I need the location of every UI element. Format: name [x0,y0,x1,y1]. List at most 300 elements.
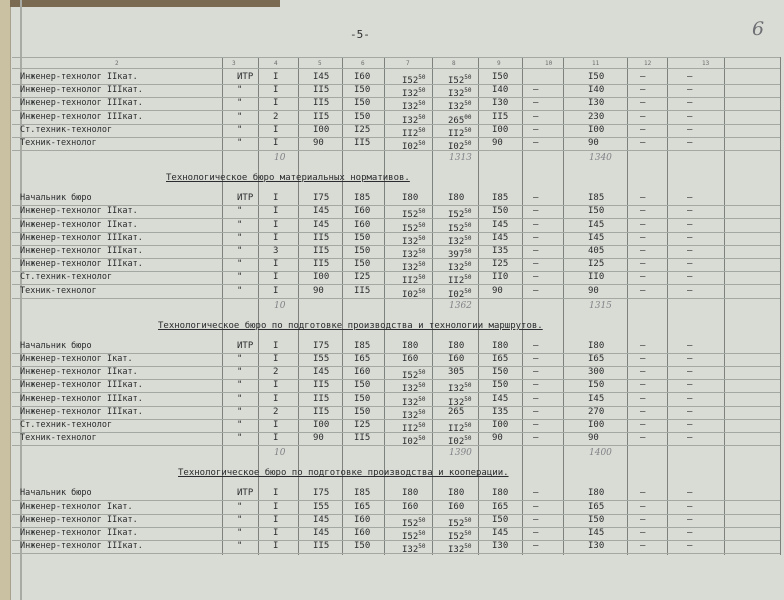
section-title: Технологическое бюро материальных нормативов. [166,173,410,184]
table-cell: – [687,340,693,351]
table-cell: $I32^{50}$ [448,543,472,556]
kopecks: 50 [418,395,426,403]
table-cell: I50 [354,85,371,96]
table-cell: 90 [492,138,503,148]
table-cell: I25 [354,124,371,135]
section-title: Технологическое бюро по подготовке производства и кооперации. [178,468,509,479]
kopecks: 50 [418,100,426,108]
table-cell: – [533,501,539,512]
table-cell: $I52^{50}$ [402,530,426,542]
table-cell: – [640,85,646,96]
kopecks: 50 [418,435,426,443]
table-cell: " [237,98,243,109]
table-cell: I30 [588,541,605,552]
table-cell: $I32^{50}$ [402,113,426,126]
table-cell: $II2^{50}$ [448,126,472,139]
kopecks: 50 [464,234,472,242]
table-cell: I [273,541,279,552]
table-cell: I45 [588,219,605,230]
kopecks: 50 [464,221,472,229]
table-cell: " [237,85,243,96]
table-cell: 2 [273,406,279,417]
staff-position: Техник-технолог [20,285,97,296]
table-cell: 270 [588,406,605,417]
table-cell: $I02^{50}$ [448,140,472,152]
handwritten-page-number: 6 [752,18,765,40]
table-cell: II5 [313,98,330,109]
column-number: 7 [406,60,410,67]
table-cell: $II2^{50}$ [448,274,472,287]
table-cell: – [687,541,693,552]
table-cell: – [533,380,539,391]
table-cell: 3 [273,246,279,256]
kopecks: 50 [464,274,472,282]
table-cell: I60 [448,501,465,512]
table-cell: – [687,124,693,135]
table-cell: – [640,541,646,552]
table-cell: – [640,501,646,512]
table-cell: $II2^{50}$ [402,274,426,287]
table-cell: – [533,406,539,417]
row-rule [12,271,780,272]
handwritten-total: 10 [274,448,286,459]
table-cell: " [237,206,243,217]
table-cell: " [237,541,243,552]
column-rule [258,57,259,555]
table-cell: – [687,206,693,217]
column-rule [563,57,564,555]
table-cell: $I32^{50}$ [402,543,426,556]
table-cell: – [533,219,539,230]
table-cell: I [273,354,279,364]
table-cell: $I32^{50}$ [448,395,472,408]
table-cell: I80 [402,488,419,499]
table-cell: – [640,272,646,283]
table-cell: – [640,138,646,148]
table-cell: I80 [492,340,509,351]
table-cell: I25 [354,272,371,283]
table-cell: 305 [448,367,465,378]
kopecks: 50 [464,248,472,255]
table-cell: ИТР [237,72,254,82]
table-cell: $I52^{50}$ [402,74,426,86]
column-number: 6 [361,60,365,67]
handwritten-total: 10 [274,153,286,164]
table-cell: I60 [354,219,371,230]
column-number: 10 [545,60,553,67]
table-cell: I45 [313,528,330,538]
staff-position: Инженер-технолог IIIкат. [20,380,143,391]
header-rule [12,57,780,58]
table-cell: – [687,354,693,364]
table-cell: – [640,111,646,122]
table-cell: I45 [492,219,509,230]
kopecks: 50 [464,140,472,147]
table-cell: I45 [492,232,509,243]
table-cell: I [273,488,279,499]
table-cell: I45 [492,393,509,404]
table-cell: " [237,124,243,135]
table-cell: – [687,501,693,512]
table-cell: " [237,138,243,148]
row-rule [12,137,780,138]
table-cell: I40 [492,85,509,96]
table-cell: I65 [588,501,605,512]
table-cell: – [533,138,539,148]
table-cell: – [533,272,539,283]
table-cell: " [237,433,243,444]
table-cell: " [237,528,243,538]
table-cell: I60 [354,528,371,538]
table-cell: – [533,340,539,351]
table-cell: $I32^{50}$ [448,234,472,247]
table-cell: I50 [354,259,371,270]
kopecks: 50 [418,543,426,551]
table-cell: – [687,433,693,444]
staff-position: Инженер-технолог IIкат. [20,528,138,538]
table-cell: 300 [588,367,605,378]
table-cell: ИТР [237,193,254,204]
column-number: 2 [115,60,119,67]
table-cell: I [273,259,279,270]
table-cell: – [687,528,693,538]
table-cell: I75 [313,193,330,204]
table-cell: 90 [492,285,503,296]
table-cell: $I52^{50}$ [402,221,426,234]
table-cell: – [687,98,693,109]
table-cell: I30 [492,98,509,109]
table-cell: II0 [588,272,605,283]
kopecks: 50 [464,261,472,269]
table-cell: $I02^{50}$ [448,435,472,448]
staff-position: Инженер-технолог IIIкат. [20,85,143,96]
table-cell: I [273,340,279,351]
table-cell: $I02^{50}$ [448,287,472,300]
table-cell: I [273,272,279,283]
staff-position: Инженер-технолог IIкат. [20,514,138,525]
table-cell: $I52^{50}$ [448,208,472,221]
staff-position: Инженер-технолог IIIкат. [20,98,143,109]
table-cell: II0 [492,272,509,283]
handwritten-total: 1340 [589,153,612,164]
table-cell: $I02^{50}$ [402,435,426,448]
row-rule [12,445,780,446]
table-cell: – [533,111,539,122]
column-number: 9 [497,60,501,67]
kopecks: 50 [418,422,426,429]
kopecks: 50 [418,274,426,282]
table-cell: I80 [402,340,419,351]
table-cell: II5 [313,406,330,417]
column-rule [298,57,299,555]
table-cell: 2 [273,367,279,378]
table-cell: " [237,354,243,364]
table-cell: II5 [354,433,371,444]
table-cell: I75 [313,488,330,499]
column-rule [522,57,523,555]
table-cell: I [273,193,279,204]
table-cell: I60 [448,354,465,364]
table-cell: " [237,393,243,404]
table-cell: – [687,193,693,204]
table-cell: II5 [354,285,371,296]
table-cell: – [533,393,539,404]
table-cell: " [237,285,243,296]
staff-position: Инженер-технолог IIкат. [20,219,138,230]
table-cell: – [687,259,693,270]
table-cell: $I32^{50}$ [448,261,472,274]
table-cell: – [533,193,539,204]
table-cell: 405 [588,246,605,256]
staff-position: Техник-технолог [20,138,97,148]
table-cell: I [273,501,279,512]
kopecks: 50 [464,382,472,390]
kopecks: 50 [464,395,472,403]
table-cell: – [640,420,646,430]
table-cell: – [687,514,693,525]
header-rule [12,68,780,69]
table-cell: – [533,528,539,538]
column-rule [724,57,725,555]
table-cell: 265 [448,406,465,417]
table-cell: – [640,246,646,256]
table-cell: I [273,219,279,230]
kopecks: 50 [418,261,426,269]
staff-position: Ст.техник-технолог [20,124,113,135]
table-cell: – [687,285,693,296]
kopecks: 50 [418,530,426,537]
table-cell: " [237,232,243,243]
table-cell: " [237,272,243,283]
table-cell: I50 [354,246,371,256]
kopecks: 50 [464,435,472,443]
table-cell: – [533,85,539,96]
table-cell: I50 [354,380,371,391]
column-rule [342,57,343,555]
staff-position: Инженер-технолог IIкат. [20,72,138,82]
table-cell: 90 [313,433,324,444]
row-rule [12,553,780,554]
table-cell: I85 [492,193,509,204]
table-cell: $II2^{50}$ [448,422,472,434]
table-cell: I00 [313,272,330,283]
table-cell: $I02^{50}$ [402,287,426,300]
table-cell: I [273,206,279,217]
table-cell: 90 [313,285,324,296]
table-cell: I80 [448,488,465,499]
table-cell: – [533,232,539,243]
table-cell: – [533,514,539,525]
table-cell: I45 [313,514,330,525]
table-cell: 230 [588,111,605,122]
column-number: 3 [232,60,236,67]
table-cell: – [533,367,539,378]
table-cell: " [237,406,243,417]
table-cell: I85 [354,340,371,351]
staff-position: Инженер-технолог IIIкат. [20,259,143,270]
table-cell: $I52^{50}$ [448,516,472,529]
table-cell: I45 [313,219,330,230]
staff-position: Ст.техник-технолог [20,420,113,430]
table-cell: $I32^{50}$ [402,100,426,113]
kopecks: 50 [418,221,426,229]
table-cell: – [533,354,539,364]
table-cell: I50 [588,514,605,525]
column-number: 12 [644,60,652,67]
table-cell: – [687,246,693,256]
staff-position: Инженер-технолог IIкат. [20,367,138,378]
kopecks: 50 [464,422,472,429]
table-cell: I55 [313,501,330,512]
table-cell: I [273,433,279,444]
table-cell: – [533,285,539,296]
table-cell: I00 [588,124,605,135]
table-cell: I [273,85,279,96]
table-cell: I85 [588,193,605,204]
column-number: 11 [592,60,600,67]
table-cell: I00 [492,124,509,135]
column-rule [432,57,433,555]
column-number: 4 [274,60,278,67]
table-cell: – [640,367,646,378]
table-cell: " [237,259,243,270]
kopecks: 50 [464,126,472,134]
staff-position: Ст.техник-технолог [20,272,113,283]
kopecks: 50 [418,126,426,134]
staff-position: Начальник бюро [20,340,92,351]
staff-position: Инженер-технолог IIIкат. [20,246,143,256]
table-cell: I85 [354,193,371,204]
table-cell: I75 [313,340,330,351]
table-cell: I40 [588,85,605,96]
table-cell: – [640,488,646,499]
table-cell: I50 [354,393,371,404]
table-cell: – [687,367,693,378]
table-cell: I50 [354,98,371,109]
table-cell: I60 [354,72,371,82]
table-cell: I80 [448,340,465,351]
kopecks: 50 [464,100,472,108]
table-cell: " [237,111,243,122]
table-cell: I80 [588,340,605,351]
table-cell: – [533,98,539,109]
table-cell: I65 [588,354,605,364]
row-rule [12,284,780,285]
kopecks: 50 [418,248,426,255]
table-cell: 90 [588,433,599,444]
column-number: 13 [702,60,710,67]
table-cell: $397^{50}$ [448,248,472,260]
table-cell: – [687,380,693,391]
kopecks: 50 [418,208,426,216]
table-cell: I55 [313,354,330,364]
staff-position: Инженер-технолог IIкат. [20,206,138,217]
table-cell: – [687,232,693,243]
table-cell: I [273,124,279,135]
table-cell: – [533,488,539,499]
staff-position: Инженер-технолог IIIкат. [20,393,143,404]
table-cell: II5 [313,232,330,243]
table-cell: – [640,285,646,296]
table-cell: II5 [492,111,509,122]
table-cell: " [237,501,243,512]
kopecks: 50 [418,74,426,81]
table-cell: I50 [354,111,371,122]
table-cell: I60 [402,501,419,512]
binder-edge [0,0,11,600]
table-cell: I [273,285,279,296]
table-cell: – [533,541,539,552]
table-cell: $I32^{50}$ [402,87,426,100]
table-cell: $I32^{50}$ [402,382,426,395]
kopecks: 50 [418,113,426,121]
table-cell: I50 [492,367,509,378]
kopecks: 50 [418,234,426,242]
table-cell: I00 [313,124,330,135]
table-cell: I60 [354,206,371,217]
column-number: 5 [318,60,322,67]
kopecks: 50 [464,87,472,95]
table-cell: I45 [313,72,330,82]
table-cell: $I32^{50}$ [402,408,426,421]
table-cell: 2 [273,111,279,122]
kopecks: 00 [464,113,472,121]
table-cell: $I02^{50}$ [402,140,426,152]
row-rule [12,124,780,125]
table-cell: $I32^{50}$ [448,382,472,395]
kopecks: 50 [464,74,472,81]
table-cell: I45 [588,393,605,404]
table-cell: II5 [313,111,330,122]
table-cell: – [533,420,539,430]
table-cell: – [640,232,646,243]
table-cell: I50 [588,72,605,82]
table-cell: – [640,193,646,204]
table-cell: – [687,406,693,417]
table-cell: – [687,420,693,430]
table-cell: I45 [588,528,605,538]
row-rule [12,150,780,151]
kopecks: 50 [418,516,426,524]
table-cell: " [237,219,243,230]
table-cell: – [640,72,646,82]
table-cell: – [533,259,539,270]
table-cell: I50 [492,72,509,82]
table-cell: I45 [492,528,509,538]
column-rule [667,57,668,555]
table-cell: I65 [492,501,509,512]
table-cell: I80 [492,488,509,499]
table-cell: – [640,514,646,525]
table-cell: I65 [354,501,371,512]
table-cell: $265^{00}$ [448,113,472,126]
handwritten-total: 10 [274,300,286,311]
table-cell: – [640,259,646,270]
table-cell: ИТР [237,340,254,351]
staff-position: Начальник бюро [20,193,92,204]
binding-strip [10,0,280,7]
table-cell: – [640,124,646,135]
table-cell: I45 [313,367,330,378]
table-cell: – [640,528,646,538]
table-cell: I80 [448,193,465,204]
table-cell: – [687,219,693,230]
table-cell: I45 [313,206,330,217]
kopecks: 50 [464,543,472,551]
table-cell: I50 [492,514,509,525]
table-cell: I25 [588,259,605,270]
table-cell: $II2^{50}$ [402,126,426,139]
